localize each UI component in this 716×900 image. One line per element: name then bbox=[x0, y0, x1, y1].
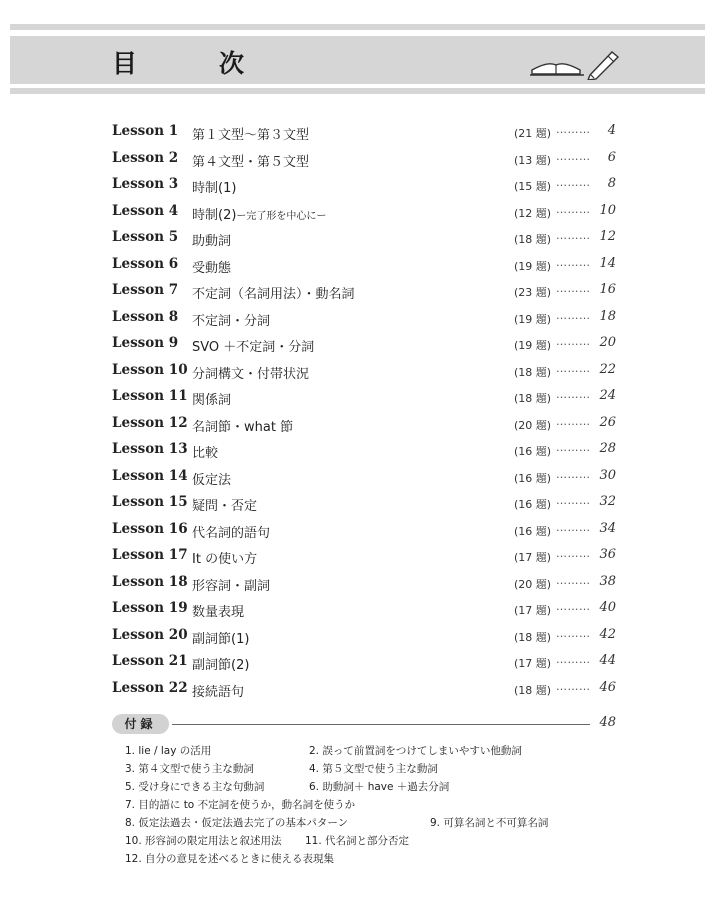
question-count: (19 題) bbox=[514, 259, 552, 273]
lesson-title bbox=[192, 681, 244, 700]
dot-leader: ……… bbox=[556, 520, 591, 534]
bottom-divider-band bbox=[10, 88, 705, 94]
page-number: 42 bbox=[599, 626, 616, 642]
toc-row[interactable] bbox=[112, 254, 624, 280]
lesson-label: Lesson 7 bbox=[112, 282, 179, 298]
lesson-title-main: 第１文型～第３文型 bbox=[192, 128, 310, 143]
lesson-title bbox=[192, 283, 355, 302]
toc-row[interactable] bbox=[112, 678, 624, 704]
lesson-title-main: 数量表現 bbox=[192, 605, 245, 620]
page-title-char-2: 次 bbox=[219, 49, 245, 78]
question-count: (18 題) bbox=[514, 392, 552, 405]
question-count: (20 題) bbox=[514, 577, 552, 591]
page-number: 12 bbox=[599, 229, 616, 244]
toc-row[interactable] bbox=[112, 148, 624, 174]
lesson-label: Lesson 1 bbox=[112, 123, 179, 139]
dot-leader: ……… bbox=[556, 176, 591, 189]
appendix-item: 1. lie / lay の活用 bbox=[125, 745, 212, 757]
question-count: (18 題) bbox=[514, 233, 552, 246]
lesson-title bbox=[192, 204, 326, 223]
lesson-title bbox=[192, 495, 257, 514]
lesson-label: Lesson 6 bbox=[112, 255, 179, 272]
lesson-title bbox=[192, 416, 293, 435]
lesson-title-main: 不定詞・分詞 bbox=[192, 313, 271, 329]
toc-row[interactable] bbox=[112, 466, 624, 492]
page-number: 34 bbox=[599, 520, 616, 536]
page-number: 40 bbox=[599, 600, 616, 615]
dot-leader: ……… bbox=[556, 255, 591, 269]
toc-row[interactable] bbox=[112, 201, 624, 227]
dot-leader: ……… bbox=[556, 149, 591, 163]
lesson-title bbox=[192, 601, 244, 620]
dot-leader: ……… bbox=[556, 467, 591, 481]
toc-row[interactable] bbox=[112, 413, 624, 439]
lesson-title-main: 副詞節(1) bbox=[192, 631, 250, 647]
lesson-title bbox=[192, 310, 270, 329]
lesson-title-main: 比較 bbox=[192, 446, 219, 461]
dot-leader: ……… bbox=[556, 308, 591, 322]
question-count: (19 題) bbox=[514, 312, 552, 326]
toc-row[interactable] bbox=[112, 625, 624, 651]
question-count: (21 題) bbox=[514, 127, 552, 140]
toc-row[interactable] bbox=[112, 651, 624, 677]
lesson-title-main: 副詞節(2) bbox=[192, 658, 250, 673]
lesson-title bbox=[192, 628, 249, 647]
question-count: (18 題) bbox=[514, 683, 552, 697]
toc-row[interactable] bbox=[112, 333, 624, 359]
page-number: 24 bbox=[599, 388, 616, 403]
lesson-label: Lesson 12 bbox=[112, 414, 188, 431]
page-number: 14 bbox=[599, 255, 616, 271]
appendix-item: 6. 助動詞＋ have ＋過去分詞 bbox=[309, 781, 450, 793]
toc-row[interactable] bbox=[112, 280, 624, 306]
lesson-label: Lesson 8 bbox=[112, 308, 179, 325]
question-count: (18 題) bbox=[514, 630, 552, 644]
question-count: (16 題) bbox=[514, 471, 552, 485]
toc-row[interactable] bbox=[112, 174, 624, 200]
dot-leader: ……… bbox=[556, 573, 591, 587]
question-count: (15 題) bbox=[514, 180, 552, 193]
question-count: (16 題) bbox=[514, 524, 552, 538]
lesson-title bbox=[192, 389, 231, 408]
lesson-label: Lesson 22 bbox=[112, 679, 188, 696]
appendix-item: 9. 可算名詞と不可算名詞 bbox=[430, 817, 549, 829]
lesson-title bbox=[192, 257, 231, 276]
appendix-item: 7. 目的語に to 不定詞を使うか，動名詞を使うか bbox=[125, 799, 356, 811]
lesson-title-main: It の使い方 bbox=[192, 552, 258, 567]
lesson-title bbox=[192, 230, 231, 249]
appendix-item: 12. 自分の意見を述べるときに使える表現集 bbox=[125, 853, 335, 865]
lesson-label: Lesson 19 bbox=[112, 600, 188, 616]
dot-leader: ……… bbox=[556, 626, 591, 640]
lesson-title-main: 第４文型・第５文型 bbox=[192, 154, 310, 170]
lesson-title bbox=[192, 363, 309, 382]
page-number: 44 bbox=[599, 653, 616, 668]
lesson-label: Lesson 10 bbox=[112, 361, 188, 378]
lesson-title bbox=[192, 654, 249, 673]
lesson-title-main: 助動詞 bbox=[192, 234, 232, 249]
lesson-title-main: 仮定法 bbox=[192, 472, 232, 488]
lesson-title bbox=[192, 336, 314, 355]
lesson-subtitle: ー完了形を中心にー bbox=[236, 210, 327, 222]
lesson-label: Lesson 20 bbox=[112, 626, 188, 643]
question-count: (17 題) bbox=[514, 657, 552, 670]
appendix-item: 10. 形容詞の限定用法と叙述用法 bbox=[125, 835, 282, 847]
dot-leader: ……… bbox=[556, 335, 591, 348]
question-count: (17 題) bbox=[514, 551, 552, 564]
lesson-title bbox=[192, 177, 236, 196]
toc-row[interactable] bbox=[112, 307, 624, 333]
toc-row[interactable] bbox=[112, 121, 624, 147]
lesson-title bbox=[192, 548, 257, 567]
top-divider-band bbox=[10, 24, 705, 30]
dot-leader: ……… bbox=[556, 600, 591, 613]
dot-leader: ……… bbox=[556, 282, 591, 295]
dot-leader: ……… bbox=[556, 229, 591, 242]
lesson-title-main: 分詞構文・付帯状況 bbox=[192, 366, 310, 382]
dot-leader: ……… bbox=[556, 653, 591, 666]
page-number: 6 bbox=[607, 149, 616, 165]
toc-row[interactable] bbox=[112, 439, 624, 465]
page-number: 36 bbox=[599, 547, 616, 562]
toc-row[interactable] bbox=[112, 519, 624, 545]
lesson-title-main: 関係詞 bbox=[192, 393, 232, 408]
appendix-page-number: 48 bbox=[599, 715, 616, 730]
lesson-label: Lesson 5 bbox=[112, 229, 179, 245]
dot-leader: ……… bbox=[556, 388, 591, 401]
lesson-label: Lesson 9 bbox=[112, 335, 179, 351]
lesson-title bbox=[192, 575, 270, 594]
page-title-char-1: 目 bbox=[112, 49, 138, 78]
lesson-title-main: 時制(1) bbox=[192, 181, 237, 196]
page-number: 16 bbox=[599, 282, 616, 297]
page-number: 26 bbox=[599, 414, 616, 430]
dot-leader: ……… bbox=[556, 494, 591, 507]
toc-row[interactable] bbox=[112, 598, 624, 624]
lesson-label: Lesson 14 bbox=[112, 467, 188, 484]
dot-leader: ……… bbox=[556, 679, 591, 693]
lesson-title-main: SVO ＋不定詞・分詞 bbox=[192, 340, 315, 355]
appendix-label: 付録 bbox=[112, 714, 169, 734]
page-number: 10 bbox=[599, 202, 616, 218]
page-number: 20 bbox=[599, 335, 616, 350]
lesson-title-main: 名詞節・what 節 bbox=[192, 419, 294, 435]
lesson-title-main: 時制(2) bbox=[192, 207, 237, 223]
page-number: 8 bbox=[607, 176, 616, 191]
page-number: 22 bbox=[599, 361, 616, 377]
toc-row[interactable] bbox=[112, 572, 624, 598]
lesson-label: Lesson 17 bbox=[112, 547, 188, 563]
page-number: 46 bbox=[599, 679, 616, 695]
question-count: (16 題) bbox=[514, 445, 552, 458]
appendix-header[interactable] bbox=[112, 714, 624, 736]
appendix-item: 2. 誤って前置詞をつけてしまいやすい他動詞 bbox=[309, 745, 522, 757]
appendix-item: 5. 受け身にできる主な句動詞 bbox=[125, 781, 265, 793]
lesson-label: Lesson 4 bbox=[112, 202, 179, 219]
question-count: (18 題) bbox=[514, 365, 552, 379]
appendix-item: 4. 第５文型で使う主な動詞 bbox=[309, 763, 438, 775]
lesson-label: Lesson 15 bbox=[112, 494, 188, 510]
lesson-title bbox=[192, 522, 270, 541]
toc-row[interactable] bbox=[112, 386, 624, 412]
question-count: (17 題) bbox=[514, 604, 552, 617]
lesson-title bbox=[192, 124, 309, 143]
page-number: 28 bbox=[599, 441, 616, 456]
dot-leader: ……… bbox=[556, 414, 591, 428]
appendix-item: 11. 代名詞と部分否定 bbox=[305, 835, 410, 847]
lesson-title bbox=[192, 469, 231, 488]
lesson-label: Lesson 13 bbox=[112, 441, 188, 457]
page-number: 30 bbox=[599, 467, 616, 483]
lesson-title-main: 疑問・否定 bbox=[192, 499, 258, 514]
lesson-title-main: 不定詞（名詞用法）・動名詞 bbox=[192, 287, 355, 302]
page-number: 38 bbox=[599, 573, 616, 589]
appendix-item: 8. 仮定法過去・仮定法過去完了の基本パターン bbox=[125, 817, 349, 829]
toc-row[interactable] bbox=[112, 492, 624, 518]
lesson-title bbox=[192, 442, 218, 461]
dot-leader: ……… bbox=[556, 441, 591, 454]
lesson-label: Lesson 18 bbox=[112, 573, 188, 590]
dot-leader: ……… bbox=[556, 547, 591, 560]
page-number: 32 bbox=[599, 494, 616, 509]
toc-row[interactable] bbox=[112, 227, 624, 253]
dot-leader: ……… bbox=[556, 202, 591, 216]
toc-row[interactable] bbox=[112, 545, 624, 571]
question-count: (19 題) bbox=[514, 339, 552, 352]
question-count: (20 題) bbox=[514, 418, 552, 432]
page-number: 4 bbox=[607, 123, 616, 138]
lesson-title-main: 代名詞的語句 bbox=[192, 525, 271, 541]
question-count: (23 題) bbox=[514, 286, 552, 299]
appendix-item: 3. 第４文型で使う主な動詞 bbox=[125, 763, 254, 775]
lesson-label: Lesson 21 bbox=[112, 653, 188, 669]
lesson-title-main: 接続語句 bbox=[192, 684, 245, 700]
lesson-title-main: 形容詞・副詞 bbox=[192, 578, 271, 594]
page-number: 18 bbox=[599, 308, 616, 324]
open-book-and-pencil-icon bbox=[530, 48, 622, 80]
lesson-label: Lesson 16 bbox=[112, 520, 188, 537]
appendix-leader-line bbox=[172, 724, 590, 725]
dot-leader: ……… bbox=[556, 361, 591, 375]
lesson-label: Lesson 2 bbox=[112, 149, 179, 166]
lesson-title-main: 受動態 bbox=[192, 260, 232, 276]
question-count: (16 題) bbox=[514, 498, 552, 511]
dot-leader: ……… bbox=[556, 123, 591, 136]
lesson-label: Lesson 11 bbox=[112, 388, 188, 404]
question-count: (13 題) bbox=[514, 153, 552, 167]
toc-row[interactable] bbox=[112, 360, 624, 386]
lesson-label: Lesson 3 bbox=[112, 176, 179, 192]
question-count: (12 題) bbox=[514, 206, 552, 220]
lesson-title bbox=[192, 151, 309, 170]
